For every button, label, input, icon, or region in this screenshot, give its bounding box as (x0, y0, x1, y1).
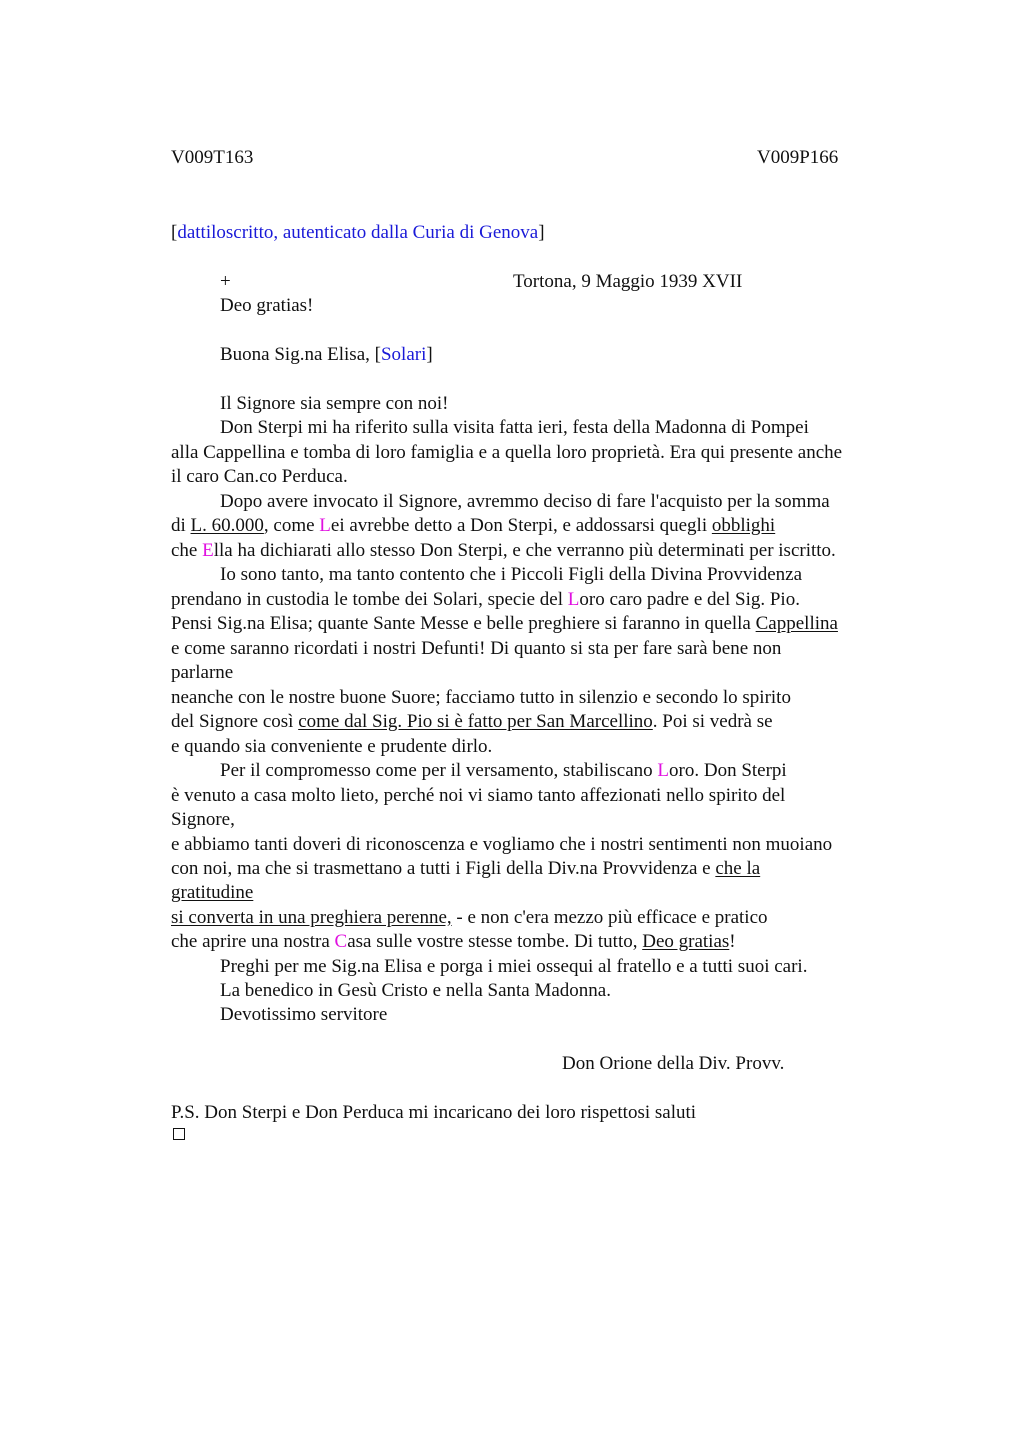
underlined-text: Deo gratias (642, 931, 730, 952)
line-text: Io sono tanto, ma tanto contento che i Piccoli Figli della Divina Provvidenza (220, 564, 803, 585)
body-line (171, 588, 800, 612)
line-text: parlarne (171, 662, 234, 683)
highlighted-letter: C (334, 931, 348, 952)
line-text: con noi, ma che si trasmettano a tutti i Figli della Div.na Provvidenza e (171, 858, 716, 879)
line-text: Preghi per me Sig.na Elisa e porga i miei ossequi al fratello e a tutti suoi cari. (220, 956, 808, 977)
body-line (171, 710, 773, 734)
line-text: che (171, 540, 203, 561)
body-line (171, 612, 838, 636)
underlined-text: L. 60.000 (190, 515, 264, 536)
cross-mark: + (220, 271, 231, 292)
highlighted-letter: L (319, 515, 331, 536)
line-text: è venuto a casa molto lieto, perché noi vi siamo tanto affezionati nello spirito del (171, 785, 786, 806)
salutation (220, 343, 433, 367)
body-line (171, 784, 785, 808)
highlighted-letter: L (657, 760, 670, 781)
line-text: Pensi Sig.na Elisa; quante Sante Messe e belle preghiere si faranno in quella (171, 613, 756, 634)
body-line (220, 416, 809, 440)
editorial-note (171, 221, 545, 245)
line-text: Dopo avere invocato il Signore, avremmo deciso di fare l'acquisto per la somma (220, 491, 830, 512)
line-text: e come saranno ricordati i nostri Defunti! Di quanto si sta per fare sarà bene non (171, 638, 782, 659)
line-text: Devotissimo servitore (220, 1004, 388, 1025)
body-line (171, 930, 736, 954)
line-text: oro caro padre e del Sig. Pio. (579, 589, 800, 610)
body-line (171, 857, 760, 881)
line-text: Il Signore sia sempre con noi! (220, 393, 449, 414)
body-line (171, 441, 842, 465)
line-text: ! (729, 931, 736, 952)
body-line (220, 955, 807, 979)
line-text: alla Cappellina e tomba di loro famiglia e a quella loro proprietà. Era qui presente anche (171, 442, 843, 463)
line-text: . Poi si vedrà se (652, 711, 773, 732)
body-line (171, 906, 768, 930)
checkbox-glyph (173, 1128, 185, 1140)
body-line (171, 539, 836, 563)
body-line (171, 735, 492, 759)
deo-gratias-heading: Deo gratias! (220, 295, 314, 316)
line-text: del Signore così (171, 711, 299, 732)
header-right-code: V009P166 (757, 147, 839, 168)
underlined-text: gratitudine (171, 882, 254, 903)
body-line (220, 392, 448, 416)
postscript: P.S. Don Sterpi e Don Perduca mi incaricano dei loro rispettosi saluti (171, 1102, 697, 1123)
bracket-close: ] (426, 344, 433, 365)
line-text: che aprire una nostra (171, 931, 335, 952)
line-text: Per il compromesso come per il versamento, stabiliscano (220, 760, 658, 781)
line-text: - e non c'era mezzo più efficace e pratico (451, 907, 768, 928)
line-text: , come (263, 515, 320, 536)
body-line (220, 759, 787, 783)
underlined-text: obblighi (711, 515, 776, 536)
line-text: di (171, 515, 191, 536)
body-line (220, 563, 802, 587)
underlined-text: si converta in una preghiera perenne, (171, 907, 452, 928)
signature: Don Orione della Div. Provv. (562, 1053, 785, 1074)
body-line (220, 1003, 387, 1027)
body-line (171, 661, 233, 685)
line-text: il caro Can.co Perduca. (171, 466, 348, 487)
editorial-note-text: dattiloscritto, autenticato dalla Curia di Genova (177, 222, 539, 243)
line-text: Signore, (171, 809, 235, 830)
underlined-text: come dal Sig. Pio si è fatto per San Marcellino (298, 711, 653, 732)
line-text: prendano in custodia le tombe dei Solari, specie del (171, 589, 568, 610)
line-text: neanche con le nostre buone Suore; facciamo tutto in silenzio e secondo lo spirito (171, 687, 791, 708)
line-text: lla ha dichiarati allo stesso Don Sterpi, e che verranno più determinati per iscritto. (213, 540, 836, 561)
body-line (171, 833, 832, 857)
salutation-text: Buona Sig.na Elisa, (220, 344, 375, 365)
body-line (220, 490, 830, 514)
body-line (171, 808, 235, 832)
body-line (171, 881, 253, 905)
line-text: Don Sterpi mi ha riferito sulla visita fatta ieri, festa della Madonna di Pompei (220, 417, 809, 438)
line-text: ei avrebbe detto a Don Sterpi, e addossarsi quegli (330, 515, 712, 536)
salutation-name: Solari (380, 344, 427, 365)
body-line (171, 514, 775, 538)
body-line (220, 979, 611, 1003)
header-left-code: V009T163 (171, 147, 254, 168)
letter-date: Tortona, 9 Maggio 1939 XVII (513, 271, 743, 292)
bracket-close: ] (538, 222, 545, 243)
highlighted-letter: L (567, 589, 580, 610)
line-text: oro. Don Sterpi (669, 760, 787, 781)
body-line (171, 465, 348, 489)
line-text: e quando sia conveniente e prudente dirlo. (171, 736, 493, 757)
underlined-text: Cappellina (755, 613, 838, 634)
line-text: e abbiamo tanti doveri di riconoscenza e vogliamo che i nostri sentimenti non muoiano (171, 834, 833, 855)
line-text: La benedico in Gesù Cristo e nella Santa Madonna. (220, 980, 611, 1001)
body-line (171, 686, 791, 710)
underlined-text: che la (715, 858, 761, 879)
bracket-open: [ (374, 344, 381, 365)
line-text: asa sulle vostre stesse tombe. Di tutto, (347, 931, 643, 952)
bracket-open: [ (171, 222, 178, 243)
highlighted-letter: E (202, 540, 214, 561)
body-line (171, 637, 781, 661)
